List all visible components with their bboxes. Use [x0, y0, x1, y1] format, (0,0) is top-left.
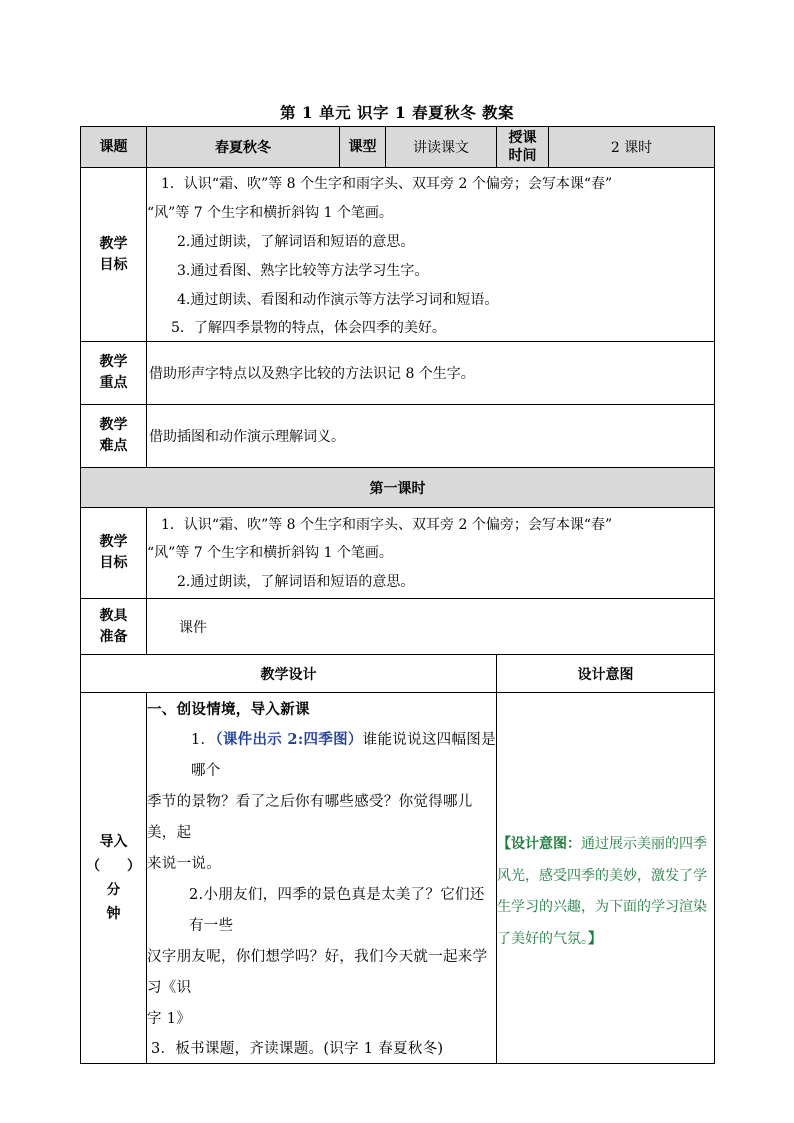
intro-row [81, 693, 715, 1064]
goal-line: 3.通过看图、熟字比较等方法学习生字。 [163, 263, 429, 279]
key-points-row [81, 342, 715, 405]
goal-line: “风”等 7 个生字和横折斜钩 1 个笔画。 [147, 544, 393, 561]
intent-close: 】 [588, 930, 602, 947]
goals-label-line-1: 教学 [99, 235, 128, 252]
difficulties-text: 借助插图和动作演示理解词义。 [147, 405, 715, 468]
intro-paragraph-2-line-1: 2.小朋友们，四季的景色真是太美了？它们还有一些 [189, 887, 485, 934]
tools-label-line-2: 准备 [99, 628, 128, 645]
type-label: 课型 [340, 127, 386, 168]
topic-label: 课题 [81, 127, 147, 168]
time-label [497, 127, 549, 168]
key-points-text: 借助形声字特点以及熟字比较的方法识记 8 个生字。 [147, 342, 715, 405]
intro-label-line-3: 钟 [106, 906, 121, 922]
key-points-label [81, 342, 147, 405]
intro-label [81, 693, 147, 1064]
goals-content [147, 168, 715, 342]
lesson1-heading-row [81, 468, 715, 508]
design-header: 教学设计 [81, 655, 497, 693]
document-title: 第 1 单元 识字 1 春夏秋冬 教案 [280, 103, 514, 122]
goal-line: 4.通过朗读、看图和动作演示等方法学习词和短语。 [163, 292, 499, 308]
lesson1-goals-label-line-1: 教学 [99, 534, 128, 550]
time-value: 2 课时 [549, 127, 715, 168]
goal-line: 1．认识“霜、吹”等 8 个生字和雨字头、双耳旁 2 个偏旁；会写本课“春” [147, 516, 613, 533]
intro-paragraph-2-line-3: 字 1》 [147, 1011, 192, 1027]
type-value: 讲读课文 [386, 127, 497, 168]
goal-line: 1．认识“霜、吹”等 8 个生字和雨字头、双耳旁 2 个偏旁；会写本课“春” [147, 176, 613, 192]
intro-p1-text: 谁能说说这四幅图是哪个 [191, 732, 496, 779]
lesson1-heading: 第一课时 [81, 468, 715, 508]
lesson1-goals-content [147, 508, 715, 599]
tools-label [81, 599, 147, 655]
intro-label-line-1: 导入 [99, 834, 128, 850]
tools-value: 课件 [147, 599, 715, 655]
intent-open: 【设计意图： [497, 836, 581, 852]
intro-label-line-2: （ ）分 [86, 858, 141, 898]
intro-paragraph-2-line-2: 汉字朋友呢，你们想学吗？好，我们今天就一起来学习《识 [147, 949, 488, 996]
time-label-line-1: 授课 [508, 130, 537, 146]
difficulties-row [81, 405, 715, 468]
lesson-plan-table [80, 126, 715, 1064]
design-header-row [81, 655, 715, 693]
time-label-line-2: 时间 [508, 148, 537, 164]
goal-line: 2.通过朗读，了解词语和短语的意思。 [163, 234, 415, 250]
lesson1-goals-label [81, 508, 147, 599]
tools-row [81, 599, 715, 655]
intent-header: 设计意图 [497, 655, 715, 693]
goal-line: 2.通过朗读，了解词语和短语的意思。 [163, 573, 415, 590]
topic-value: 春夏秋冬 [147, 127, 340, 168]
intro-intent [497, 693, 715, 1064]
intro-paragraph-1-line-1 [147, 724, 496, 787]
key-points-label-line-1: 教学 [99, 354, 128, 370]
difficulties-label-line-1: 教学 [99, 417, 128, 433]
info-row [81, 127, 715, 168]
intro-section-title: 一、创设情境，导入新课 [147, 701, 310, 718]
goals-label-line-2: 目标 [99, 256, 128, 273]
intro-paragraph-1-line-3: 来说一说。 [147, 856, 221, 872]
goal-line: “风”等 7 个生字和横折斜钩 1 个笔画。 [147, 205, 393, 221]
intro-paragraph-3: 3．板书课题，齐读课题。(识字 1 春夏秋冬) [151, 1041, 444, 1057]
lesson1-goals-label-line-2: 目标 [99, 555, 128, 571]
key-points-label-line-2: 重点 [99, 375, 128, 391]
tools-label-line-1: 教具 [99, 607, 128, 624]
goal-line: 5．了解四季景物的特点，体会四季的美好。 [157, 320, 446, 336]
intro-p1-number: 1． [191, 732, 216, 748]
intro-design [147, 693, 497, 1064]
difficulties-label-line-2: 难点 [99, 438, 128, 454]
intro-paragraph-1-line-2: 季节的景物？看了之后你有哪些感受？你觉得哪儿美，起 [147, 794, 473, 841]
intent-text: 通过展示美丽的四季风光，感受四季的美妙，激发了学生学习的兴趣，为下面的学习渲染了美好的气氛。 [497, 836, 707, 947]
lesson1-goals-row [81, 508, 715, 599]
difficulties-label [81, 405, 147, 468]
courseware-highlight: （课件出示 2:四季图） [215, 731, 363, 748]
goals-label [81, 168, 147, 342]
goals-row [81, 168, 715, 342]
